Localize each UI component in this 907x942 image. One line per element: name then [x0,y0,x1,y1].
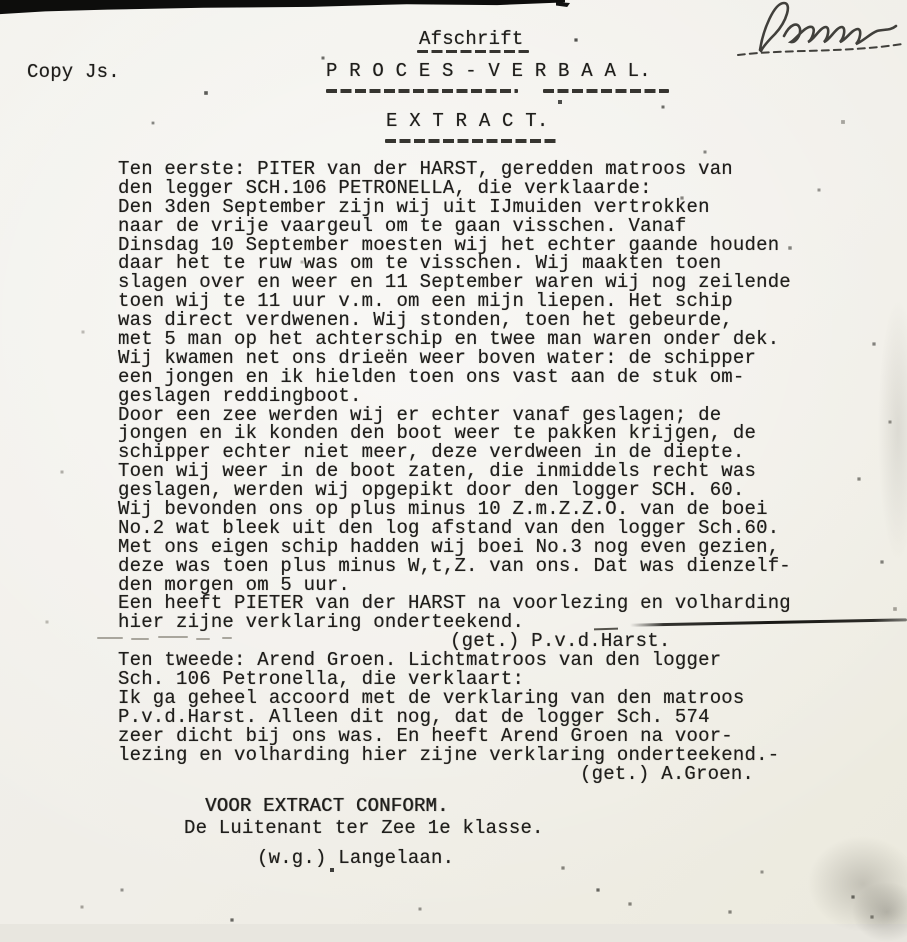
pencil-dash-artifact [97,637,123,639]
text-line: Wij kwamen net ons drieën weer boven water: de schipper [118,346,757,369]
text-line: Toen wij weer in de boot zaten, die inmiddels recht was [118,460,757,483]
text-line: den legger SCH.106 PETRONELLA, die verklaarde: [118,176,652,199]
statement-first-witness [118,160,791,632]
extract-conform-line: VOOR EXTRACT CONFORM. [205,795,449,817]
text-line: geslagen reddingboot. [118,384,362,407]
scan-dirt-blob [878,300,907,560]
text-line: een jongen en ik hielden toen ons vast aan de stuk om- [118,365,745,388]
text-line: lezing en volharding hier zijne verklaring onderteekend.- [118,743,780,766]
text-line: Dinsdag 10 September moesten wij het echter gaande houden [118,233,780,256]
document-type-heading: P R O C E S - V E R B A A L. [326,60,651,82]
text-line: Ten tweede: Arend Groen. Lichtmatroos van den logger [118,649,722,672]
typed-underline-afschrift [417,50,529,53]
officer-rank-line: De Luitenant ter Zee 1e klasse. [184,817,544,839]
text-line: Ten eerste: PITER van der HARST, geredden matroos van [118,158,733,180]
typed-underline-proces-left [326,89,518,93]
text-line: P.v.d.Harst. Alleen dit nog, dat de logger Sch. 574 [118,705,710,728]
text-line: was direct verdwenen. Wij stonden, toen het gebeurde, [118,309,733,332]
text-line: Den 3den September zijn wij uit IJmuiden vertrokken [118,195,710,218]
text-line: No.2 wat bleek uit den log afstand van den logger Sch.60. [118,516,780,539]
document-body [118,160,791,783]
page-title: Afschrift [419,28,524,50]
text-line: zeer dicht bij ons was. En heeft Arend Groen na voor- [118,724,733,747]
text-line: met 5 man op het achterschip en twee man waren onder dek. [118,328,780,351]
text-line: toen wij te 11 uur v.m. om een mijn liepen. Het schip [118,290,733,313]
text-line: jongen en ik konden den boot weer te pakken krijgen, de [118,422,757,445]
text-line: hier zijne verklaring onderteekend. [118,611,525,634]
text-line: naar de vrije vaargeul om te gaan visschen. Vanaf [118,214,687,237]
signature-line-groen: (get.) A.Groen. [580,762,755,785]
text-line: deze was toen plus minus W,t,Z. van ons. Dat was dienzelf- [118,554,791,577]
typed-underline-extract [385,139,557,143]
text-line: geslagen, werden wij opgepikt door den logger SCH. 60. [118,479,745,502]
handwritten-signature [726,0,907,62]
scan-noise-specks [0,0,2,2]
text-line: den morgen om 5 uur. [118,573,351,596]
typed-underline-proces-right [543,89,669,93]
pencil-dash-artifact [131,638,149,640]
text-line: Door een zee werden wij er echter vanaf geslagen; de [118,403,722,426]
pencil-dash-artifact [196,638,210,640]
scan-torn-edge [0,0,565,15]
extract-heading: E X T R A C T. [386,110,549,132]
text-line: schipper echter niet meer, deze verdween in de diepte. [118,441,745,464]
pencil-dash-artifact [222,637,232,639]
text-line: Sch. 106 Petronella, die verklaart: [118,668,525,691]
text-line: slagen over en weer en 11 September waren wij nog zeilende [118,271,791,294]
text-line: daar het te ruw was om te visschen. Wij maakten toen [118,252,722,275]
copy-label: Copy Js. [27,61,120,83]
text-line: Ik ga geheel accoord met de verklaring van den matroos [118,686,745,709]
scan-torn-edge-fragment [556,2,570,7]
signed-langelaan-line: (w.g.) Langelaan. [257,847,455,869]
signature-line-harst: (get.) P.v.d.Harst. [450,630,671,653]
text-line: Wij bevonden ons op plus minus 10 Z.m.Z.Z.O. van de boei [118,498,768,521]
text-line: Met ons eigen schip hadden wij boei No.3 nog even gezien, [118,535,780,558]
text-line: Een heeft PIETER van der HARST na voorlezing en volharding [118,592,791,615]
scan-dirt-blob [852,882,907,942]
statement-second-witness [118,651,791,764]
scan-dirt-blob [808,836,907,932]
pencil-dash-artifact [158,636,188,638]
